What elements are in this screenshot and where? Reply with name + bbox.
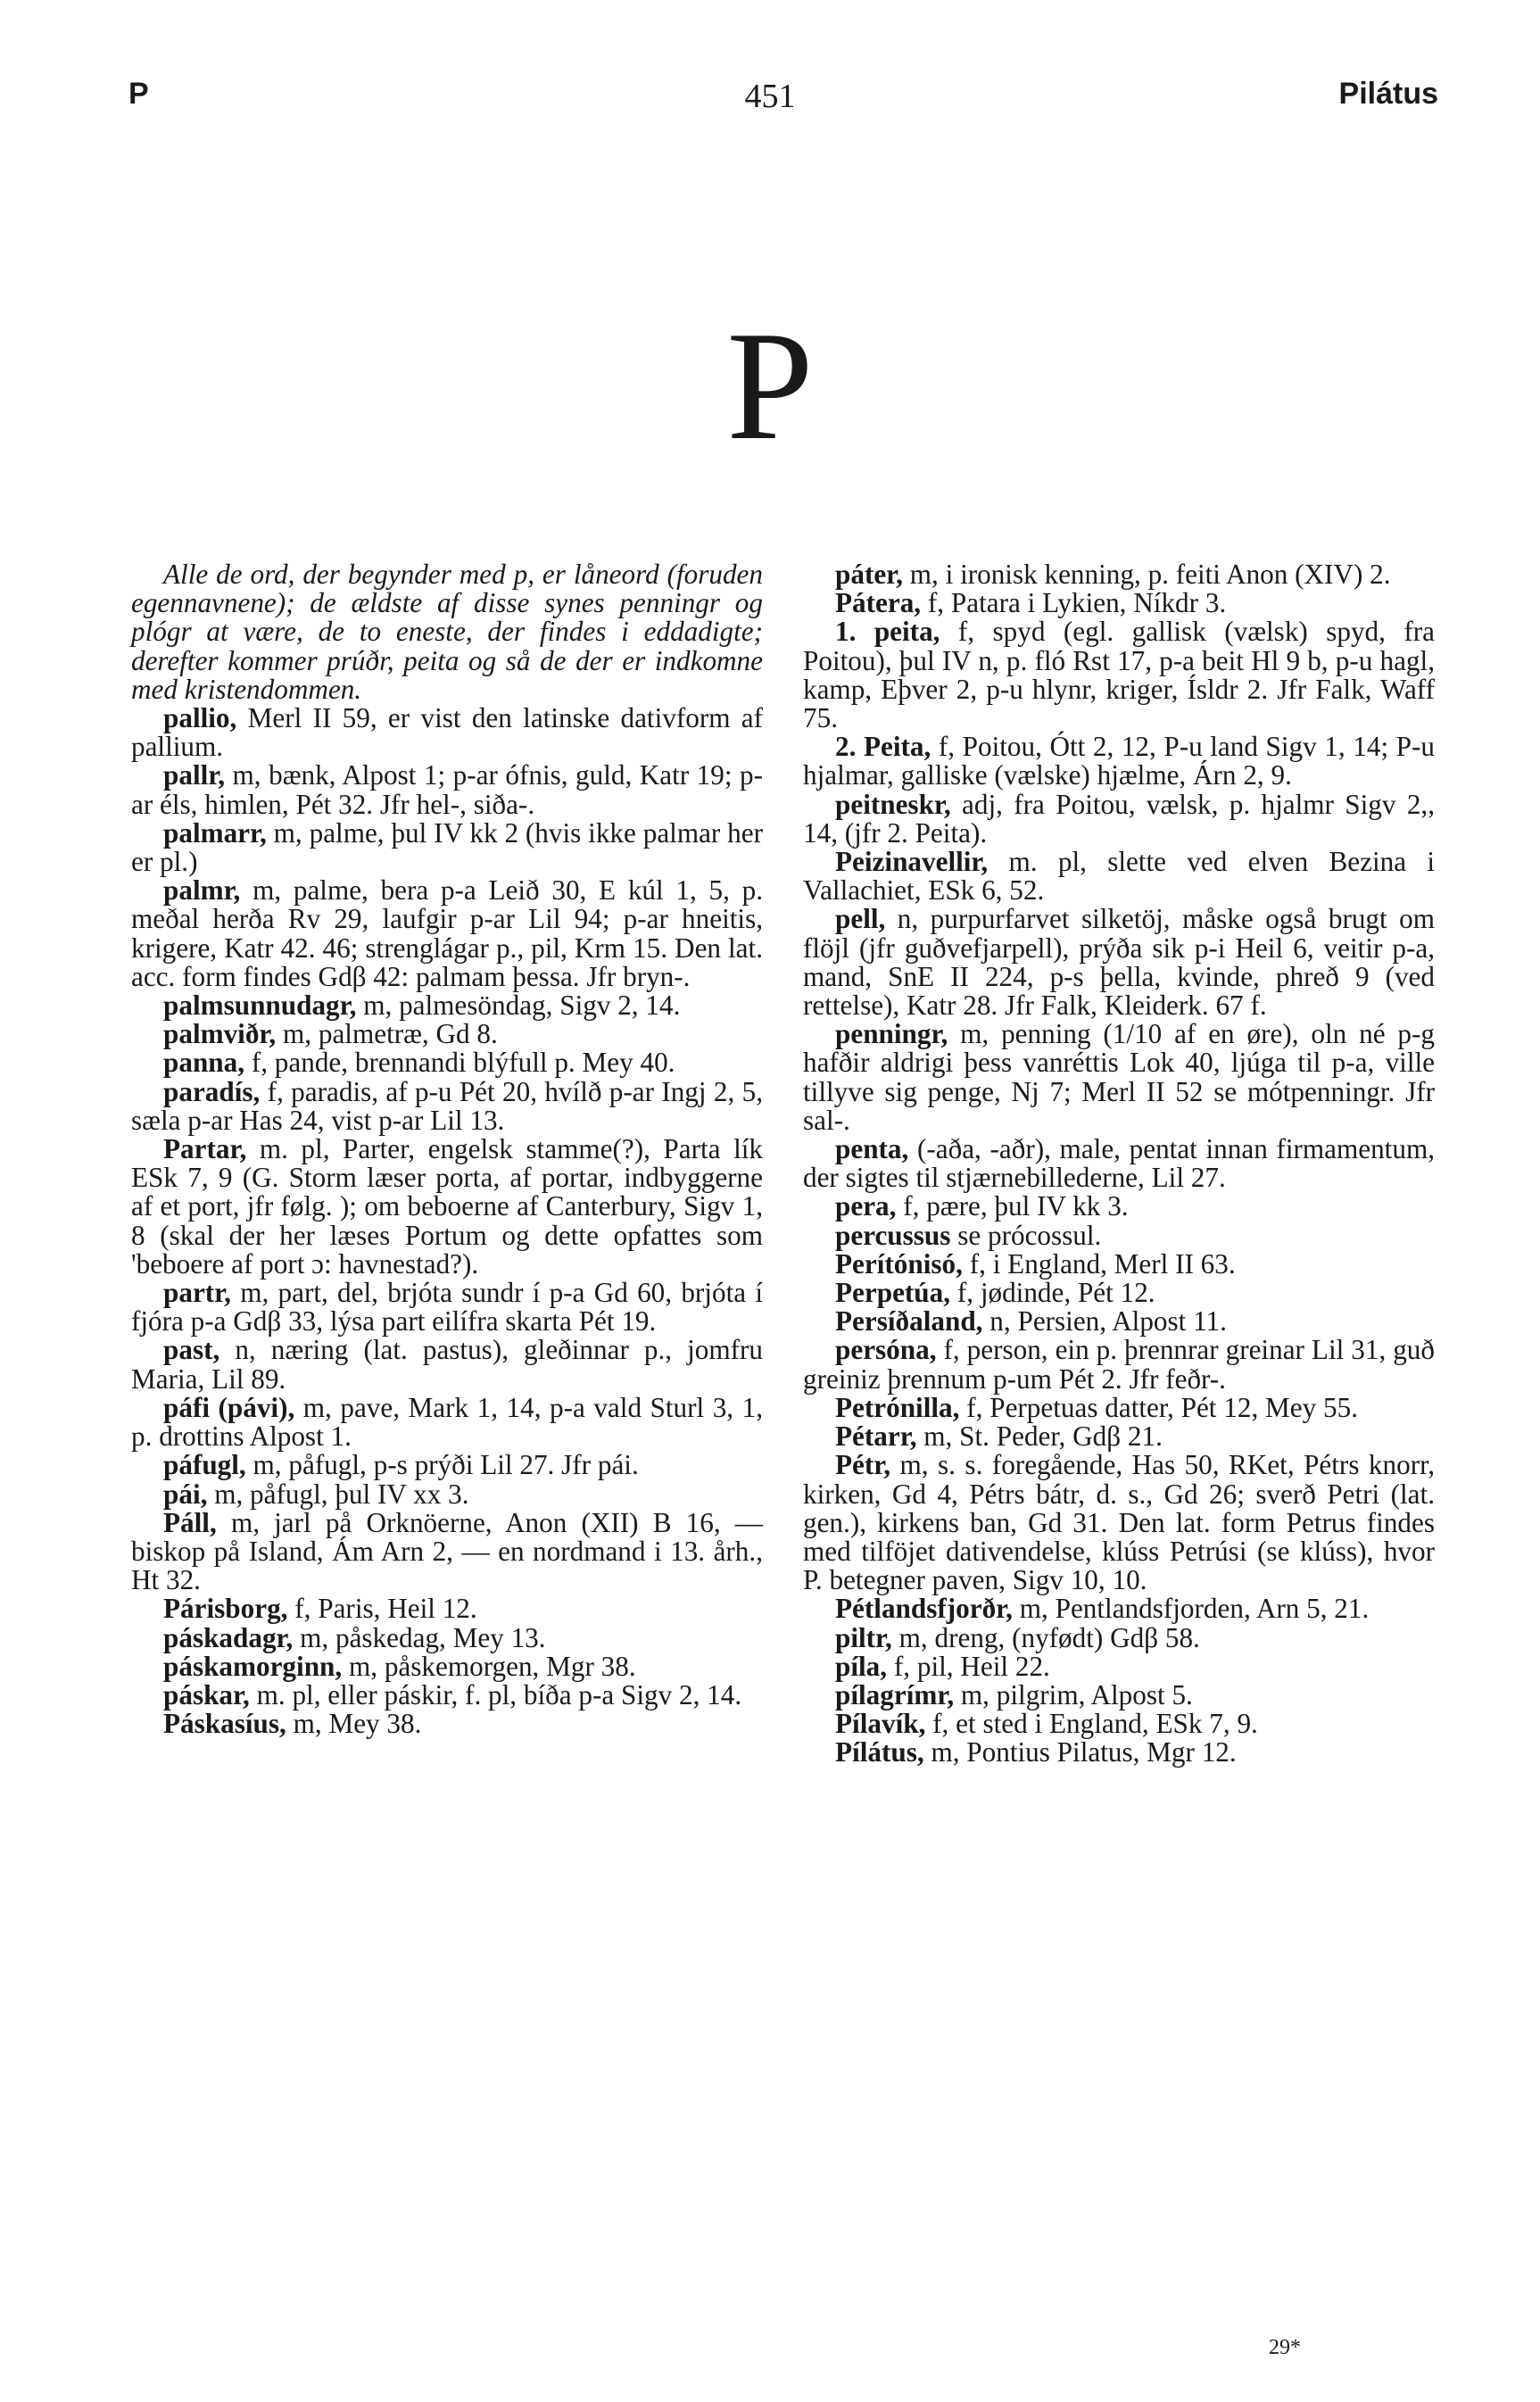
entry-text: m, pave, Mark 1, 14, p-a vald Sturl 3, 1, p. drottins Alpost 1. — [131, 1391, 764, 1453]
entry-text: m. pl, Parter, engelsk stamme(?), Parta lík ESk 7, 9 (G. Storm læser porta, af portar, indbyggerne af et port, jfr følg. ); om beboerne af Canterbury, Sigv 1, 8 (skal der her læses Portum og dette opfattes som 'beboere af port ɔ: havnestad?). — [131, 1133, 763, 1280]
entry-text: m, part, del, brjóta sundr í p-a Gd 60, brjóta í fjóra p-a Gdβ 33, lýsa part eilífra skarta Pét 19. — [131, 1277, 763, 1338]
entry-text: m. pl, slette ved elven Bezina i Vallachiet, ESk 6, 52. — [803, 846, 1436, 907]
entry-headword: pallr, — [163, 759, 226, 791]
entry-text: (-aða, -aðr), male, pentat innan firmamentum, der sigtes til stjærnebillederne, Lil 27. — [803, 1133, 1435, 1194]
entry-headword: Perítónisó, — [835, 1247, 963, 1280]
dictionary-entry — [803, 1247, 1435, 1280]
dictionary-entry — [803, 1336, 1435, 1393]
dictionary-entry — [131, 1451, 763, 1479]
dictionary-entry — [803, 1738, 1435, 1767]
entry-text: m, palme, þul IV kk 2 (hvis ikke palmar her er pl.) — [131, 816, 764, 878]
entry-headword: páskar, — [163, 1678, 250, 1710]
entry-headword: pera, — [835, 1190, 897, 1222]
dictionary-entry — [803, 1307, 1435, 1336]
entry-headword: pái, — [163, 1478, 208, 1510]
entry-text: n, Persien, Alpost 11. — [989, 1305, 1227, 1338]
entry-text: m, påskedag, Mey 13. — [300, 1621, 546, 1653]
entry-headword: partr, — [163, 1277, 231, 1309]
entry-headword: palmr, — [163, 874, 241, 907]
entry-text: f, Perpetuas datter, Pét 12, Mey 55. — [966, 1391, 1358, 1423]
entry-headword: páfugl, — [163, 1449, 246, 1481]
entry-text: f, pande, brennandi blýfull p. Mey 40. — [251, 1047, 675, 1079]
entry-text: Alle de ord, der begynder med p, er låneord (foruden egennavnene); de ældste af disse synes penningr og plógr at være, de to eneste, der findes i eddadigte; derefter kommer prúðr, peita og så de der er indkomne med kristendommen. — [131, 559, 763, 705]
entry-text: f, person, ein p. þrennrar greinar Lil 31, guð greiniz þrennum p-um Pét 2. Jfr feðr-. — [803, 1334, 1435, 1395]
entry-text: f, paradis, af p-u Pét 20, hvílð p-ar Ingj 2, 5, sæla p-ar Has 24, vist p-ar Lil 13. — [131, 1075, 764, 1136]
entry-text: f, Poitou, Ótt 2, 12, P-u land Sigv 1, 14; P-u hjalmar, galliske (vælske) hjælme, Árn 2, 9. — [803, 731, 1435, 791]
entry-text: m, St. Peder, Gdβ 21. — [923, 1420, 1163, 1453]
entry-headword: Perpetúa, — [835, 1277, 951, 1309]
dictionary-entry — [803, 1219, 1435, 1251]
entry-headword: Pétlandsfjorðr, — [835, 1593, 1013, 1625]
entry-headword: persóna, — [835, 1334, 937, 1366]
dictionary-entry — [803, 1710, 1435, 1738]
entry-text: m, dreng, (nyfødt) Gdβ 58. — [898, 1621, 1200, 1653]
entry-text: m, palmetræ, Gd 8. — [283, 1018, 498, 1050]
dictionary-entry — [803, 1279, 1435, 1307]
entry-text: Merl II 59, er vist den latinske dativform af pallium. — [131, 702, 763, 763]
dictionary-entry — [131, 1020, 763, 1048]
dictionary-entry — [803, 1678, 1435, 1710]
entry-text: m, jarl på Orknöerne, Anon (XII) B 16, — biskop på Island, Ám Arn 2, — en nordmand i 13. årh., Ht 32. — [131, 1506, 763, 1596]
dictionary-entry — [131, 1135, 763, 1279]
right-column — [803, 560, 1435, 1768]
left-column — [131, 560, 763, 1738]
entry-headword: pallio, — [163, 702, 237, 734]
entry-headword: Pátera, — [835, 587, 922, 619]
dictionary-entry — [131, 1506, 763, 1596]
entry-headword: 2. Peita, — [835, 731, 931, 763]
running-head-right: Pilátus — [1338, 77, 1438, 111]
entry-headword: Páll, — [163, 1506, 217, 1538]
dictionary-entry — [803, 1192, 1435, 1221]
dictionary-entry — [131, 991, 763, 1020]
entry-headword: penningr, — [835, 1018, 948, 1050]
dictionary-entry — [803, 905, 1435, 1020]
entry-text: m, penning (1/10 af en øre), oln né p-g hafðir aldrigi þess vanréttis Lok 40, ljúga til p-a, ville tillyve sig penge, Nj 7; Merl II 52 se mótpenningr. Jfr sal-. — [803, 1018, 1435, 1136]
entry-headword: Pétr, — [835, 1449, 891, 1481]
dictionary-entry — [131, 1480, 763, 1509]
dictionary-entry — [803, 1020, 1435, 1135]
entry-headword: past, — [163, 1334, 220, 1366]
entry-headword: panna, — [163, 1047, 245, 1079]
entry-text: m. pl, eller páskir, f. pl, bíða p-a Sigv 2, 14. — [256, 1678, 742, 1710]
entry-text: m, påskemorgen, Mgr 38. — [348, 1650, 636, 1682]
entry-text: f, pil, Heil 22. — [893, 1650, 1050, 1682]
dictionary-entry — [803, 1652, 1435, 1681]
dictionary-entry — [803, 1135, 1435, 1192]
entry-headword: Pétarr, — [835, 1420, 917, 1453]
entry-text: f, i England, Merl II 63. — [969, 1247, 1236, 1280]
entry-headword: Petrónilla, — [835, 1391, 960, 1423]
entry-headword: pell, — [835, 903, 886, 935]
entry-text: adj, fra Poitou, vælsk, p. hjalmr Sigv 2,, 14, (jfr 2. Peita). — [803, 788, 1436, 849]
running-head-left: P — [128, 77, 149, 111]
dictionary-entry — [131, 1391, 764, 1453]
entry-headword: paradís, — [163, 1075, 261, 1107]
dictionary-entry — [803, 617, 1435, 733]
entry-text: f, pære, þul IV kk 3. — [903, 1190, 1129, 1222]
dictionary-entry — [131, 1652, 763, 1681]
dictionary-entry — [131, 761, 763, 818]
dictionary-entry — [131, 1048, 763, 1077]
dictionary-entry — [131, 1279, 763, 1336]
entry-headword: Páskasíus, — [163, 1708, 286, 1740]
dictionary-entry — [803, 733, 1435, 790]
dictionary-entry — [131, 1621, 763, 1653]
signature-mark: 29* — [1269, 2336, 1301, 2359]
dictionary-entry — [803, 1422, 1435, 1451]
entry-text: f, Patara i Lykien, Níkdr 3. — [927, 587, 1227, 619]
entry-headword: páter, — [835, 559, 903, 590]
dictionary-entry — [131, 1678, 763, 1710]
entry-headword: páskamorginn, — [163, 1650, 343, 1682]
entry-headword: palmarr, — [163, 816, 267, 849]
entry-text: f, et sted i England, ESk 7, 9. — [932, 1708, 1258, 1740]
entry-headword: Peizinavellir, — [835, 846, 989, 878]
entry-text: m, Pontius Pilatus, Mgr 12. — [931, 1736, 1237, 1768]
entry-headword: píla, — [835, 1650, 888, 1682]
entry-text: f, Paris, Heil 12. — [294, 1593, 477, 1625]
entry-headword: Pílavík, — [835, 1708, 926, 1740]
entry-headword: páfi (pávi), — [163, 1391, 295, 1423]
page-number: 451 — [744, 78, 796, 115]
dictionary-entry — [803, 1594, 1435, 1623]
entry-text: n, næring (lat. pastus), gleðinnar p., jomfru Maria, Lil 89. — [131, 1334, 763, 1395]
dictionary-entry — [803, 1391, 1435, 1423]
entry-text: m, påfugl, p-s prýði Lil 27. Jfr pái. — [253, 1449, 639, 1481]
entry-text: m, Mey 38. — [293, 1708, 422, 1740]
entry-text: m, s. s. foregående, Has 50, RKet, Pétrs knorr, kirken, Gd 4, Pétrs bátr, d. s., Gd 26; sverð Petri (lat. gen.), kirkens ban, Gd 31. Den lat. form Petrus findes med tilföjet dativendelse, klúss Petrúsi (se klúss), hvor P. betegner paven, Sigv 10, 10. — [803, 1449, 1436, 1596]
dictionary-entry — [803, 1451, 1435, 1594]
dictionary-entry — [131, 1336, 763, 1393]
entry-text: se prócossul. — [957, 1219, 1102, 1251]
entry-text: f, jødinde, Pét 12. — [956, 1277, 1155, 1309]
dictionary-entry — [131, 704, 763, 761]
entry-headword: Pílátus, — [835, 1736, 924, 1768]
entry-text: f, spyd (egl. gallisk (vælsk) spyd, fra Poitou), þul IV n, p. fló Rst 17, p-a beit Hl 9 b, p-u hagl, kamp, Eþver 2, p-u hlynr, kriger, Ísldr 2. Jfr Falk, Waff 75. — [803, 616, 1436, 734]
dictionary-entry — [803, 788, 1436, 849]
entry-text: m, i ironisk kenning, p. feiti Anon (XIV) 2. — [909, 559, 1391, 590]
dictionary-entry — [803, 848, 1435, 905]
dictionary-entry — [803, 560, 1435, 589]
entry-headword: peitneskr, — [835, 788, 951, 820]
entry-text: m, påfugl, þul IV xx 3. — [214, 1478, 469, 1510]
entry-headword: palmviðr, — [163, 1018, 277, 1050]
entry-text: m, pilgrim, Alpost 5. — [960, 1678, 1193, 1710]
dictionary-entry — [131, 1594, 763, 1623]
entry-text: m, Pentlandsfjorden, Arn 5, 21. — [1019, 1593, 1370, 1625]
entry-headword: Partar, — [163, 1133, 247, 1165]
dictionary-entry — [803, 1621, 1435, 1653]
entry-headword: páskadagr, — [163, 1621, 294, 1653]
entry-headword: 1. peita, — [835, 616, 940, 648]
entry-headword: palmsunnudagr, — [163, 990, 357, 1022]
entry-headword: percussus — [835, 1219, 951, 1251]
dictionary-entry — [131, 816, 764, 878]
entry-headword: pílagrímr, — [835, 1678, 955, 1710]
dictionary-entry — [131, 1710, 763, 1738]
entry-text: m, palme, bera p-a Leið 30, E kúl 1, 5, p. meðal herða Rv 29, laufgir p-ar Lil 94; p-ar hneitis, krigere, Katr 42. 46; strenglágar p., pil, Krm 15. Den lat. acc. form findes Gdβ 42: palmam þessa. Jfr bryn-. — [131, 874, 763, 992]
entry-text: m, bænk, Alpost 1; p-ar ófnis, guld, Katr 19; p-ar éls, himlen, Pét 32. Jfr hel-, siða-. — [131, 759, 763, 820]
entry-text: n, purpurfarvet silketöj, måske også brugt om flöjl (jfr guðvefjarpell), prýða sik p-i Heil 6, veitir p-a, mand, SnE II 224, p-s þella, kvinde, phreð 9 (ved rettelse), Katr 28. Jfr Falk, Kleiderk. 67 f. — [803, 903, 1435, 1022]
dictionary-entry — [131, 1075, 764, 1136]
entry-headword: Persíðaland, — [835, 1305, 983, 1338]
dictionary-entry — [131, 560, 763, 704]
entry-text: m, palmesöndag, Sigv 2, 14. — [363, 990, 681, 1022]
dictionary-entry — [803, 589, 1435, 617]
entry-headword: Párisborg, — [163, 1593, 288, 1625]
section-letter: P — [726, 299, 814, 472]
entry-headword: piltr, — [835, 1621, 892, 1653]
dictionary-entry — [131, 876, 763, 991]
entry-headword: penta, — [835, 1133, 909, 1165]
